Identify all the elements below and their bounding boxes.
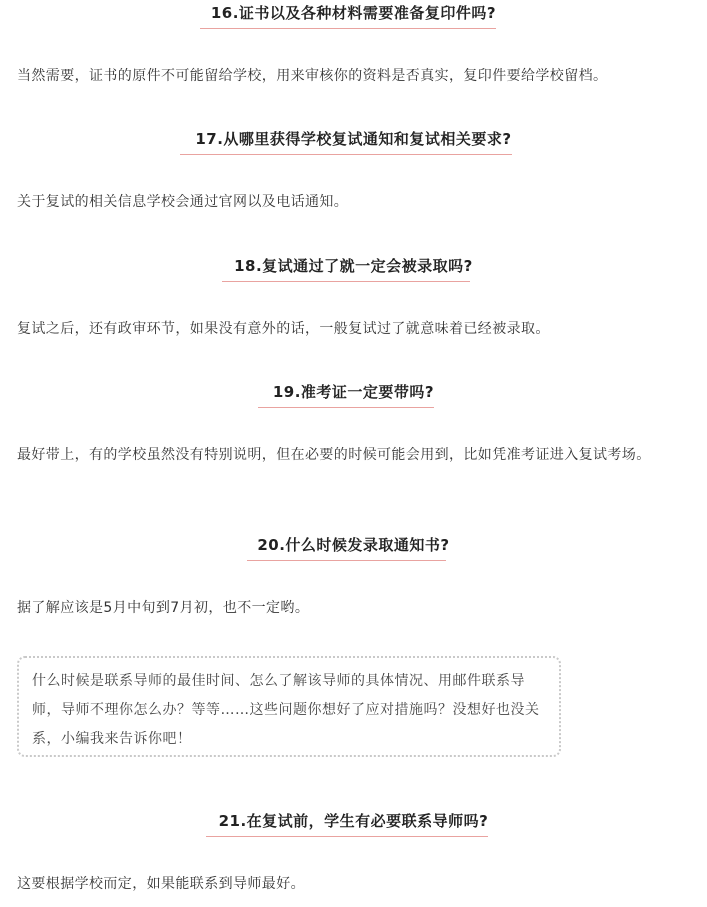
question-text: 17.从哪里获得学校复试通知和复试相关要求? [195, 130, 512, 148]
question-heading-18 [0, 255, 707, 277]
question-text: 19.准考证一定要带吗? [272, 383, 435, 401]
question-heading-17 [0, 128, 707, 150]
answer-text-17: 关于复试的相关信息学校会通过官网以及电话通知。 [17, 194, 349, 210]
answer-text-19: 最好带上，有的学校虽然没有特别说明，但在必要的时候可能会用到，比如凭准考证进入复试考场。 [17, 447, 651, 463]
heading-underline [222, 281, 470, 282]
heading-underline [200, 28, 496, 29]
question-heading-20 [0, 534, 707, 556]
tip-callout-text: 什么时候是联系导师的最佳时间、怎么了解该导师的具体情况、用邮件联系导师，导师不理你怎么办？等等……这些问题你想好了应对措施吗？没想好也没关系，小编我来告诉你吧！ [32, 673, 540, 747]
heading-underline [206, 836, 488, 837]
answer-text-16: 当然需要，证书的原件不可能留给学校，用来审核你的资料是否真实，复印件要给学校留档。 [17, 68, 608, 84]
question-text: 18.复试通过了就一定会被录取吗? [234, 257, 473, 275]
answer-text-18: 复试之后，还有政审环节，如果没有意外的话，一般复试过了就意味着已经被录取。 [17, 321, 550, 337]
answer-text-21: 这要根据学校而定，如果能联系到导师最好。 [17, 876, 305, 892]
question-text: 20.什么时候发录取通知书? [257, 536, 450, 554]
question-heading-16 [0, 2, 707, 24]
heading-underline [180, 154, 512, 155]
heading-underline [247, 560, 446, 561]
answer-text-20: 据了解应该是5月中旬到7月初，也不一定哟。 [17, 600, 310, 616]
question-heading-21 [0, 810, 707, 832]
question-text: 21.在复试前，学生有必要联系导师吗? [218, 812, 489, 830]
tip-callout-box [17, 656, 561, 757]
question-text: 16.证书以及各种材料需要准备复印件吗? [210, 4, 497, 22]
question-heading-19 [0, 381, 707, 403]
heading-underline [258, 407, 434, 408]
